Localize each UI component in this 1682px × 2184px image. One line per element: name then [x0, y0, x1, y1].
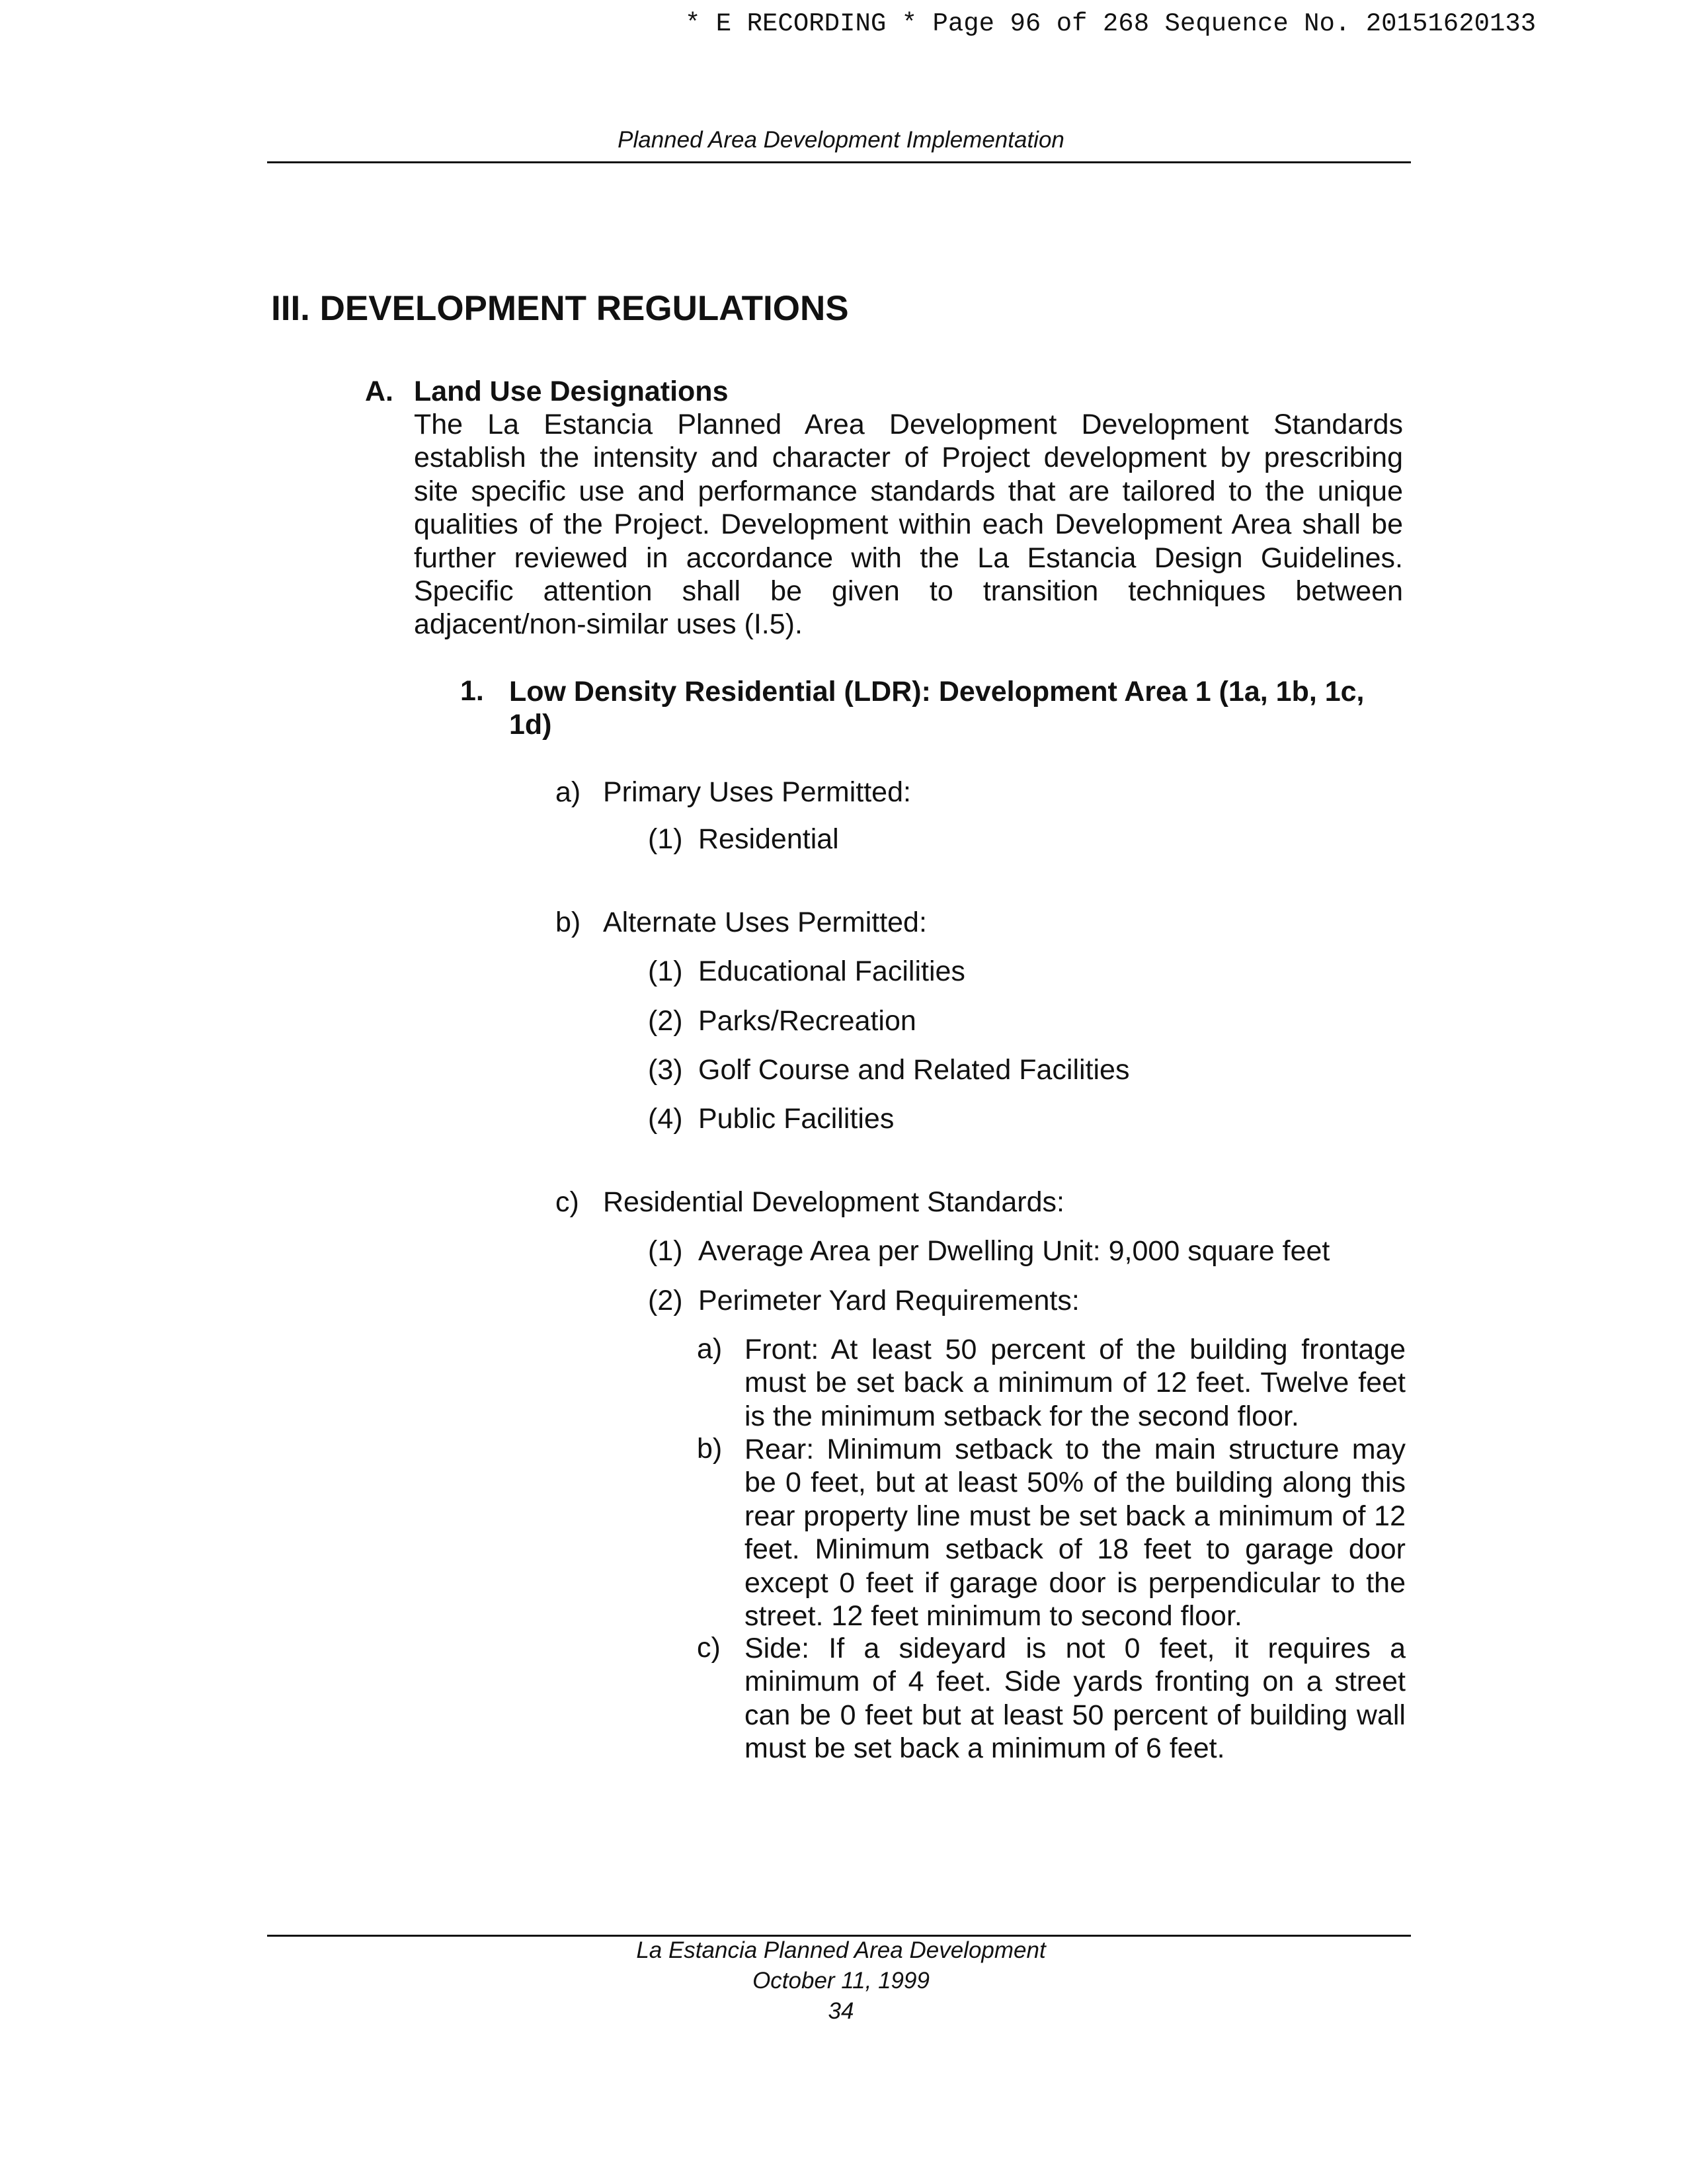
- standard-text: Perimeter Yard Requirements:: [698, 1285, 1080, 1316]
- running-header: Planned Area Development Implementation: [618, 127, 1064, 153]
- subsection-letter: A.: [365, 376, 393, 407]
- primary-uses-title: Primary Uses Permitted:: [603, 776, 911, 808]
- yard-label: c): [697, 1632, 721, 1664]
- primary-use-text: Residential: [698, 823, 839, 855]
- yard-side-text: Side: If a sideyard is not 0 feet, it requires a minimum of 4 feet. Side yards fronting on a street can be 0 feet but at least 50 percent of building wall must be set back a minimum of 6 feet.: [744, 1633, 1406, 1765]
- alternate-use-num: (3): [648, 1054, 683, 1086]
- page-number: 34: [828, 1998, 854, 2024]
- standards-label: c): [555, 1186, 579, 1218]
- item-number: 1.: [460, 675, 484, 707]
- alternate-use-text: Parks/Recreation: [698, 1005, 916, 1037]
- primary-uses-label: a): [555, 776, 581, 808]
- alternate-use-num: (1): [648, 955, 683, 987]
- alternate-use-text: Golf Course and Related Facilities: [698, 1054, 1130, 1086]
- yard-label: a): [697, 1333, 723, 1365]
- yard-label: b): [697, 1433, 723, 1465]
- yard-rear-text: Rear: Minimum setback to the main structure may be 0 feet, but at least 50% of the building along this rear property line must be set back a minimum of 12 feet. Minimum setback of 18 feet to garage door except 0 feet if garage door is perpendicular to the street. 12 feet minimum to second floor.: [744, 1434, 1406, 1633]
- standard-num: (1): [648, 1235, 683, 1267]
- item-title: Low Density Residential (LDR): Development Area 1 (1a, 1b, 1c, 1d): [509, 676, 1365, 741]
- alternate-use-num: (4): [648, 1103, 683, 1135]
- land-use-paragraph: The La Estancia Planned Area Development Development Standards establish the intensity and character of Project development by prescribing site specific use and performance standards that are tailored to the unique qualities of the Project. Development within each Development Area shall be further reviewed in accordance with the La Estancia Design Guidelines. Specific attention shall be given to transition techniques between adjacent/non-similar uses (I.5).: [414, 409, 1403, 641]
- standard-num: (2): [648, 1285, 683, 1316]
- yard-front-text: Front: At least 50 percent of the building frontage must be set back a minimum of 12 feet. Twelve feet is the minimum setback for the second floor.: [744, 1334, 1406, 1432]
- subsection-title: Land Use Designations: [414, 376, 729, 407]
- alternate-uses-label: b): [555, 907, 581, 938]
- alternate-use-num: (2): [648, 1005, 683, 1037]
- section-heading: III. DEVELOPMENT REGULATIONS: [271, 289, 849, 328]
- footer-title: La Estancia Planned Area Development: [636, 1937, 1046, 1963]
- primary-use-num: (1): [648, 823, 683, 855]
- alternate-use-text: Public Facilities: [698, 1103, 895, 1135]
- standard-text: Average Area per Dwelling Unit: 9,000 square feet: [698, 1235, 1330, 1267]
- alternate-use-text: Educational Facilities: [698, 955, 965, 987]
- alternate-uses-title: Alternate Uses Permitted:: [603, 907, 927, 938]
- footer-rule: [267, 1935, 1411, 1937]
- header-rule: [267, 161, 1411, 163]
- standards-title: Residential Development Standards:: [603, 1186, 1064, 1218]
- recording-stamp: * E RECORDING * Page 96 of 268 Sequence No. 20151620133: [685, 9, 1537, 38]
- footer-date: October 11, 1999: [752, 1968, 930, 1994]
